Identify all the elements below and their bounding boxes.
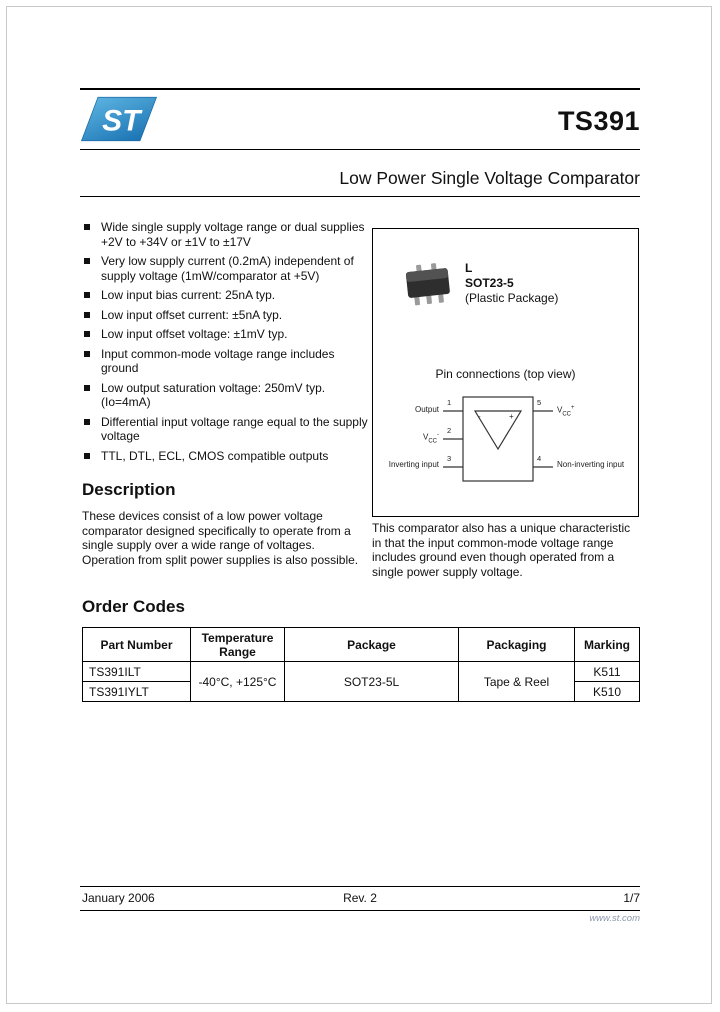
feature-item: Very low supply current (0.2mA) independent of supply voltage (1mW/comparator at +5V) (83, 254, 369, 283)
feature-item: Low input offset voltage: ±1mV typ. (83, 327, 369, 342)
col-header-packaging: Packaging (459, 628, 575, 662)
pin-number-5: 5 (537, 398, 542, 407)
pin-label-output: Output (414, 405, 439, 414)
features-list (83, 220, 369, 468)
feature-item: Low output saturation voltage: 250mV typ. (Io=4mA) (83, 381, 369, 410)
col-header-marking: Marking (575, 628, 640, 662)
cell-temperature-range: -40°C, +125°C (191, 662, 285, 702)
feature-item: Low input offset current: ±5nA typ. (83, 308, 369, 323)
inverting-sign: - (478, 412, 481, 421)
pin-number-2: 2 (447, 426, 452, 435)
document-subtitle: Low Power Single Voltage Comparator (339, 168, 640, 188)
cell-part-number: TS391ILT (83, 662, 191, 682)
description-text: These devices consist of a low power voltage comparator designed specifically to operate from a single supply over a wide range of voltages. Operation from split power supplies is also possible. (82, 509, 359, 567)
footer-bottom-rule (80, 910, 640, 911)
order-codes-table (82, 627, 640, 702)
cell-part-number: TS391IYLT (83, 682, 191, 702)
pin-number-3: 3 (447, 454, 452, 463)
footer-revision: Rev. 2 (343, 891, 377, 905)
feature-item: Input common-mode voltage range includes ground (83, 347, 369, 376)
package-name: SOT23-5 (465, 276, 514, 290)
table-header-row (83, 628, 640, 662)
pin-label-vcc-plus: $V_{CC}^+$ (557, 405, 575, 418)
cell-package: SOT23-5L (285, 662, 459, 702)
col-header-package: Package (285, 628, 459, 662)
footer-page-number: 1/7 (623, 891, 640, 905)
footer-date: January 2006 (82, 891, 155, 905)
pin-connections-title: Pin connections (top view) (435, 367, 576, 381)
header-rule (80, 149, 640, 150)
cell-marking: K510 (575, 682, 640, 702)
part-number-title: TS391 (557, 106, 640, 136)
feature-item: Low input bias current: 25nA typ. (83, 288, 369, 303)
top-rule (80, 88, 640, 90)
table-row (83, 662, 640, 682)
sot23-package-drawing (397, 257, 459, 311)
st-logo (80, 94, 158, 144)
non-inverting-sign: + (509, 412, 514, 421)
website-link[interactable]: www.st.com (589, 913, 640, 924)
cell-packaging: Tape & Reel (459, 662, 575, 702)
package-labels (465, 261, 558, 306)
order-codes-heading: Order Codes (82, 597, 185, 616)
feature-item: Wide single supply voltage range or dual supplies +2V to +34V or ±1V to ±17V (83, 220, 369, 249)
package-type: (Plastic Package) (465, 291, 559, 305)
cell-marking: K511 (575, 662, 640, 682)
pin-connections-diagram (383, 389, 629, 489)
st-logo-graphic (80, 94, 158, 144)
pin-number-1: 1 (447, 398, 452, 407)
col-header-part-number: Part Number (83, 628, 191, 662)
col-header-temperature-range: Temperature Range (191, 628, 285, 662)
package-variant: L (465, 261, 473, 275)
description-heading: Description (82, 480, 176, 499)
comparator-note-text: This comparator also has a unique characteristic in that the input common-mode voltage range includes ground even though operated from a single power supply voltage. (372, 521, 631, 579)
pin-label-inverting-input: Inverting input (388, 460, 439, 469)
st-logo-text: ST (102, 104, 141, 138)
feature-item: TTL, DTL, ECL, CMOS compatible outputs (83, 449, 369, 464)
pin-label-non-inverting-input: Non-inverting input (557, 460, 625, 469)
subtitle-rule (80, 196, 640, 197)
package-info-box (372, 228, 639, 517)
pin-label-vcc-minus: $V_{CC}^-$ (422, 432, 439, 445)
comparator-symbol (383, 389, 629, 489)
footer-rule (80, 886, 640, 887)
sot23-package-image (397, 257, 459, 311)
pin-number-4: 4 (537, 454, 542, 463)
feature-item: Differential input voltage range equal to the supply voltage (83, 415, 369, 444)
